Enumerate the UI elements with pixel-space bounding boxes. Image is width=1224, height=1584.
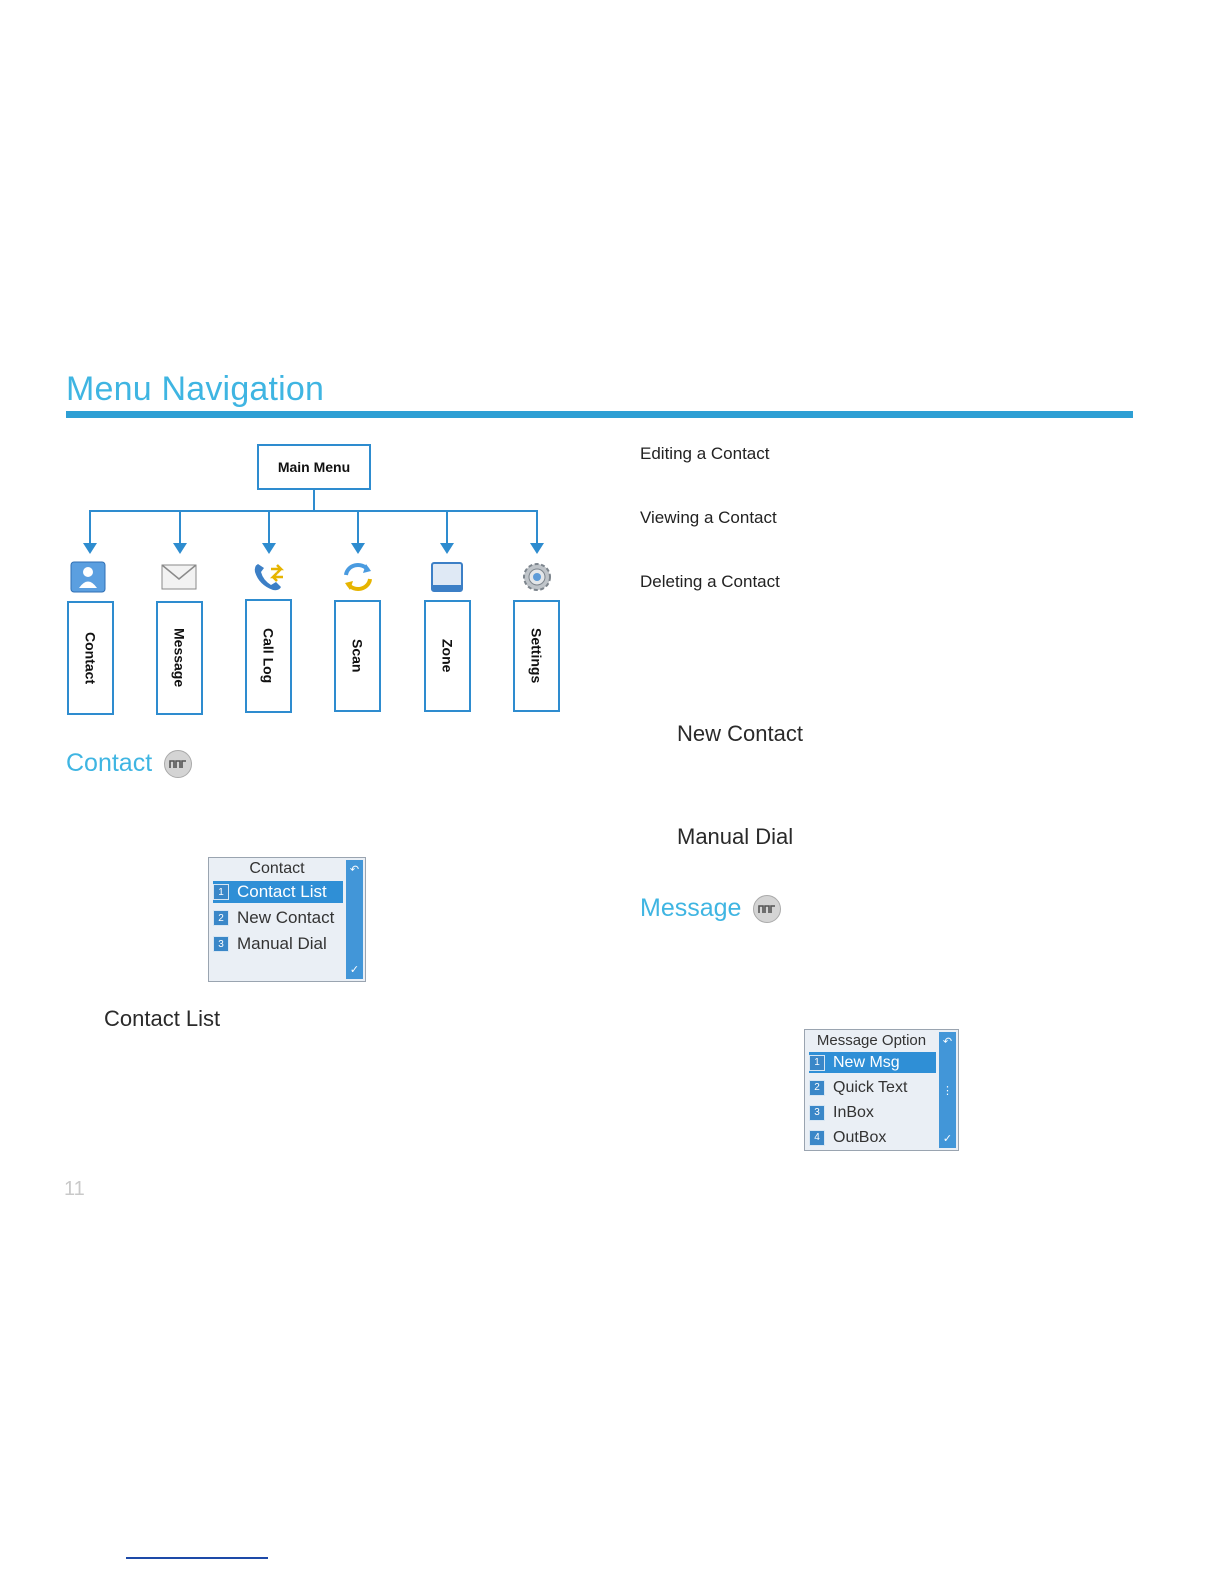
menu-item-settings	[513, 600, 560, 712]
arrow-down-icon	[530, 543, 544, 554]
arrow-down-icon	[351, 543, 365, 554]
screen-menu-item	[809, 1077, 936, 1098]
screen-scrollbar	[939, 1032, 956, 1148]
scroll-dots-icon: ⋮	[942, 1085, 953, 1097]
menu-item-label: Zone	[439, 639, 456, 673]
screen-item-label: New Msg	[833, 1053, 900, 1071]
mode-key-icon	[753, 895, 781, 923]
gear-icon	[519, 561, 555, 593]
screen-menu-item	[809, 1052, 936, 1073]
main-menu-label: Main Menu	[277, 459, 351, 475]
item-number-icon: 4	[809, 1130, 825, 1146]
connector-line	[89, 510, 91, 543]
menu-item-label: Message	[171, 628, 188, 688]
contact-screen	[208, 857, 366, 982]
message-heading: Message	[640, 894, 742, 922]
menu-item-call-log	[245, 599, 292, 713]
message-options-screen	[804, 1029, 959, 1151]
menu-item-contact	[67, 601, 114, 715]
connector-line	[89, 510, 538, 512]
screen-item-label: Contact List	[237, 882, 327, 901]
connector-line	[313, 490, 315, 512]
menu-item-label: Settings	[528, 628, 545, 684]
screen-header: Contact	[249, 860, 305, 877]
connector-line	[536, 510, 538, 543]
contact-list-subheading: Contact List	[104, 1006, 221, 1031]
screen-item-label: Quick Text	[833, 1078, 908, 1096]
menu-item-label: Contact	[82, 631, 99, 685]
screen-item-label: InBox	[833, 1103, 874, 1121]
screen-item-label: OutBox	[833, 1128, 887, 1146]
item-number-icon: 1	[213, 884, 229, 900]
item-number-icon: 1	[809, 1055, 825, 1071]
arrow-down-icon	[262, 543, 276, 554]
screen-item-label: Manual Dial	[237, 934, 327, 953]
viewing-contact-heading: Viewing a Contact	[640, 508, 777, 527]
item-number-icon: 2	[809, 1080, 825, 1096]
screen-menu-item	[809, 1102, 936, 1123]
menu-item-message	[156, 601, 203, 715]
title-rule	[66, 411, 1133, 418]
connector-line	[268, 510, 270, 543]
main-menu-box	[257, 444, 371, 490]
connector-line	[357, 510, 359, 543]
new-contact-subheading: New Contact	[677, 721, 803, 746]
connector-line	[446, 510, 448, 543]
footer-link-underline	[126, 1557, 268, 1559]
page-number: 11	[64, 1178, 85, 1200]
scan-refresh-icon	[340, 561, 376, 593]
item-number-icon: 2	[213, 910, 229, 926]
back-arrow-icon: ↶	[349, 864, 360, 876]
check-icon: ✓	[349, 964, 360, 976]
screen-item-label: New Contact	[237, 908, 335, 927]
arrow-down-icon	[440, 543, 454, 554]
envelope-icon	[161, 561, 197, 593]
call-log-icon	[251, 561, 287, 593]
contact-heading: Contact	[66, 749, 153, 777]
item-number-icon: 3	[213, 936, 229, 952]
menu-item-zone	[424, 600, 471, 712]
deleting-contact-heading: Deleting a Contact	[640, 572, 780, 591]
page-title: Menu Navigation	[66, 370, 325, 408]
manual-dial-subheading: Manual Dial	[677, 824, 794, 849]
editing-contact-heading: Editing a Contact	[640, 444, 770, 463]
screen-menu-item	[809, 1127, 936, 1148]
arrow-down-icon	[83, 543, 97, 554]
screen-menu-item	[213, 933, 343, 955]
menu-item-label: Scan	[349, 639, 366, 673]
zone-icon	[429, 561, 465, 593]
menu-item-scan	[334, 600, 381, 712]
screen-menu-item	[213, 881, 343, 903]
contact-icon	[70, 561, 106, 593]
back-arrow-icon: ↶	[942, 1036, 953, 1048]
mode-key-icon	[164, 750, 192, 778]
menu-item-label: Call Log	[260, 628, 277, 684]
screen-header: Message Option	[816, 1032, 927, 1049]
item-number-icon: 3	[809, 1105, 825, 1121]
screen-menu-item	[213, 907, 343, 929]
connector-line	[179, 510, 181, 543]
screen-scrollbar	[346, 860, 363, 979]
check-icon: ✓	[942, 1133, 953, 1145]
arrow-down-icon	[173, 543, 187, 554]
